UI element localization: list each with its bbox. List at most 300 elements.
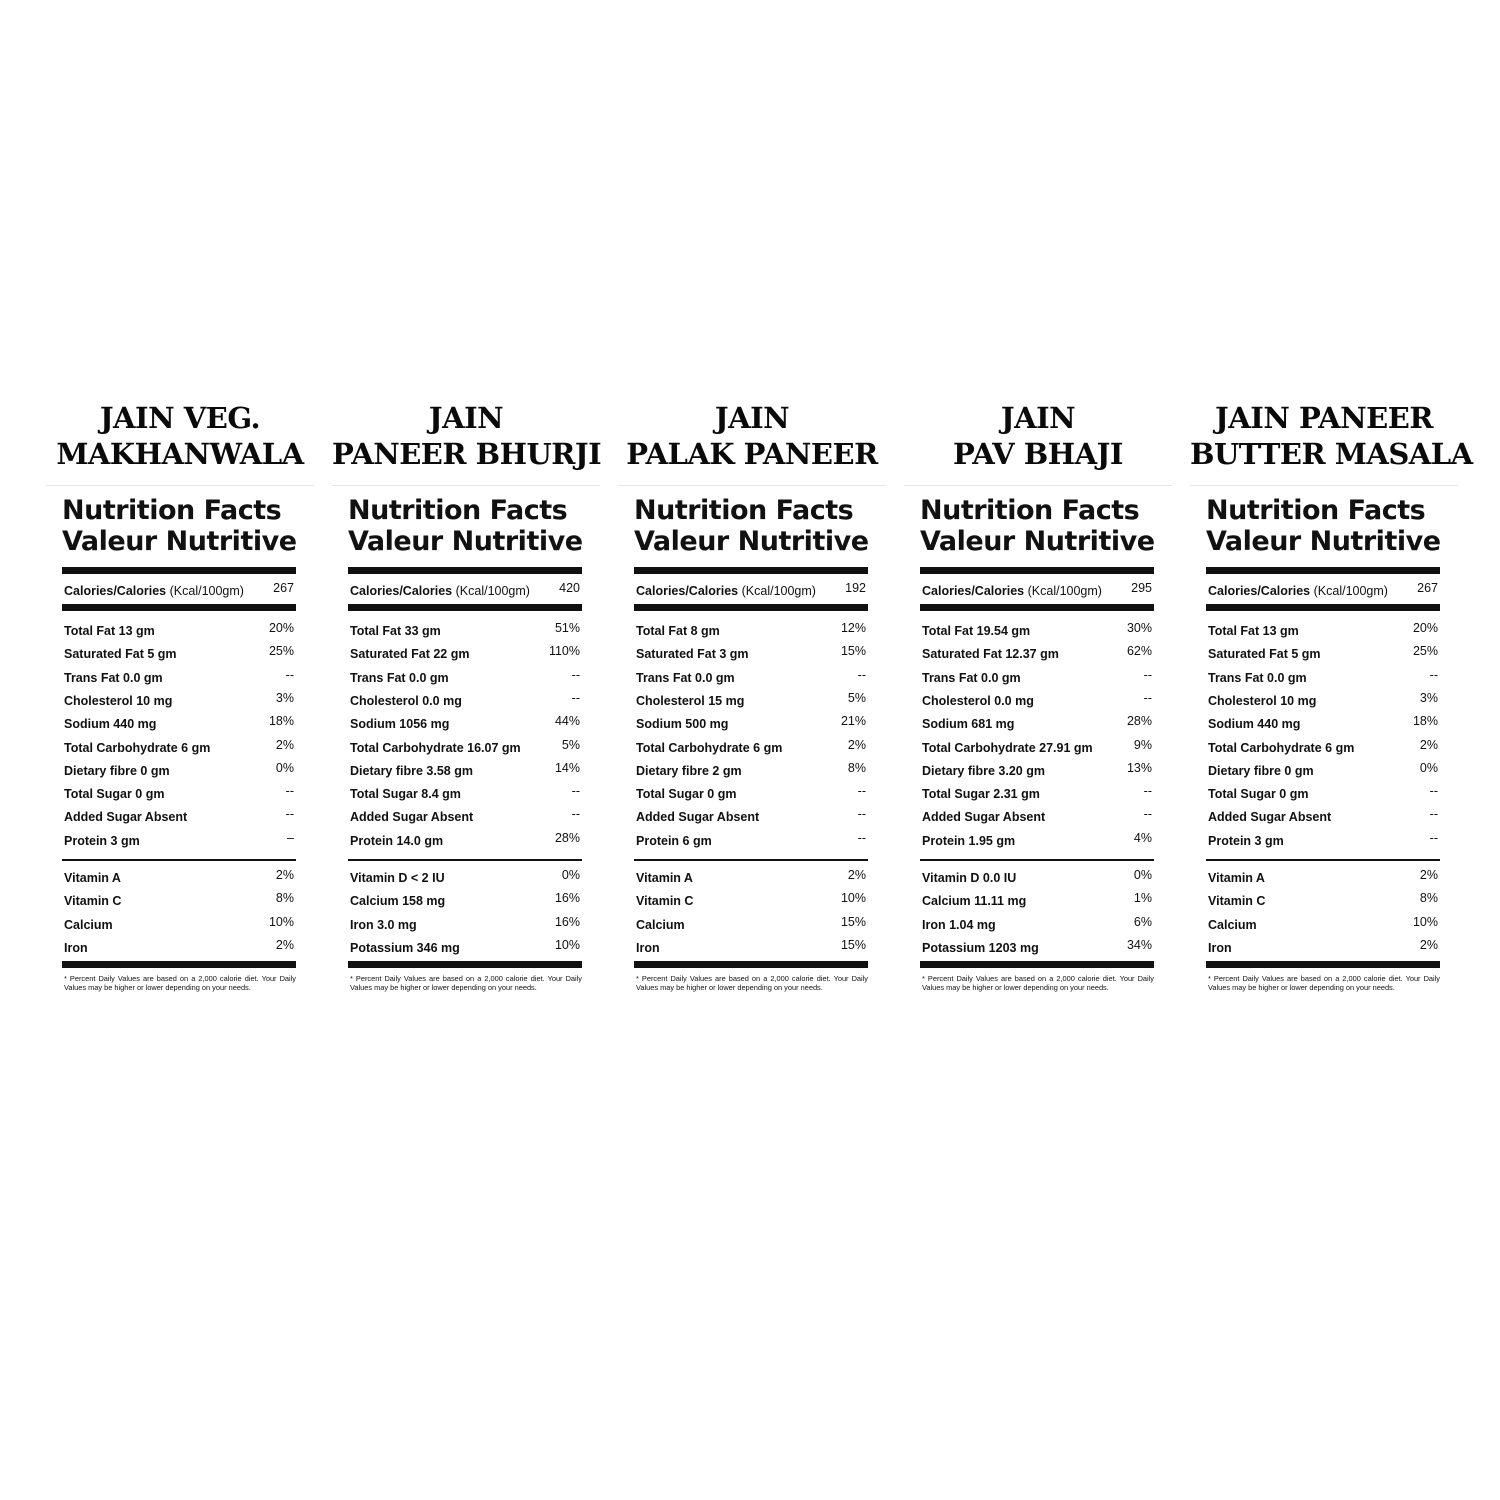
nutrient-value: 2% [1419,737,1438,752]
nutrient-row [636,738,866,758]
nutrient-row [1208,668,1438,688]
calories-unit: (Kcal/100gm) [741,584,816,598]
rule-thick [348,961,582,968]
nutrient-label: Protein 1.95 gm [922,833,1016,848]
nutrient-label: Protein 14.0 gm [350,833,444,848]
nutrient-label: Trans Fat 0.0 gm [64,670,163,685]
calories-label [64,581,244,601]
rule-thick [634,604,868,611]
nutrient-value: 3% [1419,690,1438,705]
nutrition-panel [1190,0,1473,1500]
vitamin-value: 10% [554,937,580,952]
nutrition-panel [904,0,1172,1500]
heading-fr: Valeur Nutritive [62,526,297,557]
footnote: * Percent Daily Values are based on a 2,000 calorie diet. Your Daily Values may be higher or lower depending on your needs. [922,974,1154,992]
vitamin-label: Potassium 1203 mg [922,940,1039,955]
nutrient-value: 51% [554,621,580,635]
vitamin-label: Vitamin C [64,894,122,909]
nutrient-row [350,714,580,734]
footnote: * Percent Daily Values are based on a 2,000 calorie diet. Your Daily Values may be higher or lower depending on your needs. [64,974,296,992]
nutrition-panel [46,0,314,1500]
vitamin-row [64,891,294,911]
nutrient-value: -- [857,830,866,845]
vitamin-row [350,915,580,935]
calories-unit: (Kcal/100gm) [1027,584,1102,598]
rule-thick [1206,961,1440,968]
nutrient-value: 20% [268,621,294,635]
nutrient-row [1208,761,1438,781]
nutrient-value: 15% [840,644,866,659]
vitamin-row [922,938,1152,958]
vitamin-row [64,915,294,935]
vitamin-label: Vitamin C [1208,894,1266,909]
calories-value: 420 [559,581,580,595]
nutrient-label: Saturated Fat 5 gm [64,647,177,662]
nutrient-label: Total Carbohydrate 6 gm [636,740,783,755]
nutrient-label: Dietary fibre 2 gm [636,763,742,778]
nutrient-label: Saturated Fat 5 gm [1208,647,1321,662]
nutrient-label: Added Sugar Absent [350,810,474,825]
product-title-line: JAIN VEG. [99,401,261,435]
calories-row [64,581,294,601]
vitamin-row [1208,938,1438,958]
vitamin-row [636,938,866,958]
calories-label [1208,581,1388,601]
vitamin-value: 10% [1412,914,1438,929]
nutrient-row [636,691,866,711]
divider-line [46,485,314,486]
vitamin-value: 2% [1419,868,1438,882]
nutrient-value: 110% [548,644,580,659]
calories-value: 267 [1417,581,1438,595]
nutrient-value: 4% [1133,830,1152,845]
vitamin-value: 8% [1419,891,1438,906]
nutrient-label: Sodium 1056 mg [350,717,450,732]
heading-en: Nutrition Facts [920,495,1140,526]
vitamin-row [350,868,580,888]
nutrient-label: Cholesterol 15 mg [636,693,745,708]
vitamin-value: 15% [840,914,866,929]
vitamin-value: 15% [840,937,866,952]
vitamin-label: Calcium [64,917,113,932]
calories-value: 295 [1131,581,1152,595]
calories-label [922,581,1102,601]
rule-thin [348,859,582,861]
nutrient-row [350,807,580,827]
nutrient-row [350,761,580,781]
vitamin-value: 2% [275,868,294,882]
nutrient-label: Added Sugar Absent [1208,810,1332,825]
nutrient-label: Sodium 440 mg [64,717,157,732]
nutrient-row [1208,807,1438,827]
rule-thick [1206,604,1440,611]
calories-row [350,581,580,601]
vitamin-label: Vitamin A [1208,871,1265,885]
nutrient-row [636,831,866,851]
vitamin-value: 10% [840,891,866,906]
nutrient-value: -- [1143,690,1152,705]
nutrient-value: -- [571,807,580,822]
nutrient-label: Total Sugar 2.31 gm [922,787,1040,802]
calories-value: 267 [273,581,294,595]
nutrient-label: Total Fat 8 gm [636,624,720,638]
vitamin-value: 6% [1133,914,1152,929]
vitamin-row [350,891,580,911]
vitamin-row [636,868,866,888]
nutrient-row [1208,691,1438,711]
nutrient-row [922,668,1152,688]
heading-fr: Valeur Nutritive [920,526,1155,557]
nutrient-row [636,807,866,827]
vitamin-label: Iron [1208,940,1232,955]
nutrient-row [1208,831,1438,851]
nutrient-value: 5% [847,690,866,705]
nutrient-value: -- [571,690,580,705]
nutrient-row [350,691,580,711]
vitamin-value: 16% [554,914,580,929]
nutrient-label: Saturated Fat 3 gm [636,647,749,662]
product-title-line: JAIN PANEER [1215,401,1433,435]
nutrient-label: Total Carbohydrate 6 gm [1208,740,1355,755]
nutrient-value: -- [285,667,294,682]
vitamin-value: 0% [1133,868,1152,882]
calories-label-text: Calories/Calories [1208,584,1311,598]
nutrient-value: 30% [1126,621,1152,635]
rule-thick [62,604,296,611]
nutrient-row [350,831,580,851]
heading-fr: Valeur Nutritive [348,526,583,557]
calories-unit: (Kcal/100gm) [1313,584,1388,598]
rule-thick [634,567,868,574]
vitamin-row [636,891,866,911]
vitamin-label: Iron 1.04 mg [922,917,996,932]
nutrient-row [64,668,294,688]
nutrient-value: -- [1429,807,1438,822]
vitamin-label: Vitamin A [64,871,121,885]
product-title-line: PANEER BHURJI [332,437,602,471]
nutrient-row [636,668,866,688]
product-title-line: PAV BHAJI [953,437,1123,471]
vitamin-value: 16% [554,891,580,906]
nutrient-value: -- [1143,784,1152,799]
nutrient-value: 9% [1133,737,1152,752]
nutrient-row [922,738,1152,758]
vitamin-row [64,938,294,958]
vitamin-label: Potassium 346 mg [350,940,460,955]
heading-en: Nutrition Facts [62,495,282,526]
nutrient-row [922,714,1152,734]
heading-en: Nutrition Facts [634,495,854,526]
nutrient-label: Added Sugar Absent [636,810,760,825]
nutrient-row [636,761,866,781]
nutrient-value: -- [1429,667,1438,682]
nutrient-label: Total Fat 19.54 gm [922,624,1031,638]
nutrient-value: 44% [554,714,580,729]
nutrient-label: Total Sugar 0 gm [1208,787,1309,802]
vitamin-label: Calcium 11.11 mg [922,894,1027,909]
nutrient-row [922,691,1152,711]
nutrient-label: Total Fat 13 gm [64,624,155,638]
nutrient-row [350,644,580,664]
heading-fr: Valeur Nutritive [1206,526,1441,557]
nutrient-label: Total Carbohydrate 27.91 gm [922,740,1093,755]
nutrient-value: 0% [275,760,294,775]
nutrient-value: -- [857,784,866,799]
rule-thick [348,567,582,574]
calories-label-text: Calories/Calories [64,584,167,598]
nutrient-row [64,831,294,851]
calories-label-text: Calories/Calories [922,584,1025,598]
nutrient-value: 28% [1126,714,1152,729]
nutrient-label: Total Fat 33 gm [350,624,441,638]
vitamin-label: Calcium 158 mg [350,894,446,909]
rule-thin [62,859,296,861]
nutrient-row [922,831,1152,851]
nutrient-row [64,714,294,734]
nutrient-row [922,784,1152,804]
nutrient-value: 2% [275,737,294,752]
nutrient-value: -- [857,807,866,822]
vitamin-label: Vitamin C [636,894,694,909]
nutrition-facts-label [348,495,583,992]
footnote: * Percent Daily Values are based on a 2,000 calorie diet. Your Daily Values may be higher or lower depending on your needs. [636,974,868,992]
vitamin-row [922,915,1152,935]
nutrient-label: Trans Fat 0.0 gm [350,670,449,685]
vitamin-label: Calcium [1208,917,1257,932]
calories-unit: (Kcal/100gm) [169,584,244,598]
nutrient-value: -- [571,667,580,682]
nutrient-row [64,644,294,664]
vitamin-label: Vitamin D 0.0 IU [922,871,1017,885]
nutrient-label: Total Sugar 0 gm [64,787,165,802]
product-title [46,400,314,472]
nutrient-label: Sodium 500 mg [636,717,729,732]
vitamin-label: Iron 3.0 mg [350,917,417,932]
rule-thick [920,567,1154,574]
rule-thick [348,604,582,611]
nutrient-row [922,807,1152,827]
nutrient-row [636,644,866,664]
nutrient-label: Total Sugar 8.4 gm [350,787,461,802]
nutrient-label: Total Fat 13 gm [1208,624,1299,638]
vitamin-row [1208,868,1438,888]
calories-label [636,581,816,601]
vitamin-value: 34% [1126,937,1152,952]
rule-thick [1206,567,1440,574]
nutrient-value: -- [1143,807,1152,822]
calories-row [922,581,1152,601]
nutrient-value: 3% [275,690,294,705]
heading-en: Nutrition Facts [1206,495,1426,526]
vitamin-value: 0% [561,868,580,882]
nutrient-value: 18% [1412,714,1438,729]
nutrient-value: -- [1143,667,1152,682]
nutrient-value: -- [1429,830,1438,845]
nutrient-label: Dietary fibre 0 gm [1208,763,1314,778]
rule-thick [634,961,868,968]
nutrient-row [1208,714,1438,734]
nutrient-row [64,784,294,804]
nutrient-value: 13% [1126,760,1152,775]
nutrient-row [64,807,294,827]
calories-label-text: Calories/Calories [636,584,739,598]
product-title-line: BUTTER MASALA [1190,437,1473,471]
nutrition-panel [618,0,886,1500]
product-title-line: MAKHANWALA [56,437,304,471]
nutrient-value: 5% [561,737,580,752]
calories-unit: (Kcal/100gm) [455,584,530,598]
nutrient-value: 21% [840,714,866,729]
product-title [1190,400,1473,472]
nutrient-label: Trans Fat 0.0 gm [922,670,1021,685]
heading-en: Nutrition Facts [348,495,568,526]
nutrient-value: 12% [840,621,866,635]
vitamin-label: Vitamin A [636,871,693,885]
nutrient-label: Added Sugar Absent [64,810,188,825]
vitamin-label: Iron [64,940,88,955]
nutrient-value: 62% [1126,644,1152,659]
nutrient-value: 25% [268,644,294,659]
nutrient-row [64,761,294,781]
vitamin-value: 10% [268,914,294,929]
product-title [332,400,600,472]
product-title-line: JAIN [428,401,504,435]
nutrient-label: Trans Fat 0.0 gm [1208,670,1307,685]
footnote: * Percent Daily Values are based on a 2,000 calorie diet. Your Daily Values may be higher or lower depending on your needs. [1208,974,1440,992]
nutrient-value: – [287,830,294,845]
nutrient-label: Cholesterol 10 mg [64,693,173,708]
rule-thin [920,859,1154,861]
calories-row [636,581,866,601]
nutrient-label: Protein 6 gm [636,833,712,848]
vitamin-row [1208,915,1438,935]
vitamin-value: 2% [847,868,866,882]
nutrient-row [350,668,580,688]
nutrient-row [1208,621,1438,641]
nutrient-value: -- [285,784,294,799]
vitamin-row [1208,891,1438,911]
nutrient-row [350,738,580,758]
nutrient-label: Added Sugar Absent [922,810,1046,825]
vitamin-row [64,868,294,888]
nutrition-facts-label [62,495,297,992]
calories-label [350,581,530,601]
vitamin-row [636,915,866,935]
vitamin-label: Iron [636,940,660,955]
nutrition-facts-label [920,495,1155,992]
nutrient-label: Sodium 440 mg [1208,717,1301,732]
nutrient-row [636,621,866,641]
vitamin-value: 2% [1419,937,1438,952]
nutrient-row [922,621,1152,641]
nutrient-label: Dietary fibre 3.20 gm [922,763,1045,778]
divider-line [904,485,1172,486]
nutrient-label: Saturated Fat 12.37 gm [922,647,1059,662]
product-title-line: JAIN [714,401,790,435]
product-title-line: JAIN [1000,401,1076,435]
nutrient-value: -- [285,807,294,822]
nutrient-label: Total Carbohydrate 16.07 gm [350,740,521,755]
nutrient-label: Sodium 681 mg [922,717,1015,732]
nutrient-value: -- [571,784,580,799]
vitamin-value: 2% [275,937,294,952]
nutrient-row [350,621,580,641]
nutrient-row [636,714,866,734]
rule-thin [634,859,868,861]
nutrient-row [350,784,580,804]
nutrient-value: 0% [1419,760,1438,775]
nutrient-label: Dietary fibre 0 gm [64,763,170,778]
nutrient-label: Saturated Fat 22 gm [350,647,470,662]
nutrient-value: 28% [554,830,580,845]
rule-thick [62,567,296,574]
nutrient-row [636,784,866,804]
nutrient-row [922,644,1152,664]
nutrient-value: 20% [1412,621,1438,635]
nutrition-panel [332,0,600,1500]
nutrient-label: Cholesterol 0.0 mg [922,693,1034,708]
rule-thick [62,961,296,968]
nutrient-label: Protein 3 gm [1208,833,1284,848]
nutrient-label: Cholesterol 10 mg [1208,693,1317,708]
nutrient-row [64,621,294,641]
nutrient-row [64,738,294,758]
vitamin-value: 8% [275,891,294,906]
vitamin-row [922,868,1152,888]
nutrient-row [1208,644,1438,664]
nutrient-row [1208,784,1438,804]
divider-line [332,485,600,486]
nutrient-row [1208,738,1438,758]
vitamin-row [350,938,580,958]
rule-thin [1206,859,1440,861]
nutrient-label: Cholesterol 0.0 mg [350,693,462,708]
product-title [904,400,1172,472]
nutrient-label: Protein 3 gm [64,833,140,848]
nutrition-facts-label [634,495,869,992]
nutrient-label: Total Carbohydrate 6 gm [64,740,211,755]
calories-row [1208,581,1438,601]
nutrient-value: 8% [847,760,866,775]
nutrient-value: 14% [554,760,580,775]
divider-line [1190,485,1458,486]
calories-value: 192 [845,581,866,595]
footnote: * Percent Daily Values are based on a 2,000 calorie diet. Your Daily Values may be higher or lower depending on your needs. [350,974,582,992]
nutrient-row [64,691,294,711]
nutrient-label: Trans Fat 0.0 gm [636,670,735,685]
vitamin-row [922,891,1152,911]
heading-fr: Valeur Nutritive [634,526,869,557]
rule-thick [920,604,1154,611]
nutrient-label: Total Sugar 0 gm [636,787,737,802]
vitamin-value: 1% [1133,891,1152,906]
nutrient-value: -- [857,667,866,682]
calories-label-text: Calories/Calories [350,584,453,598]
rule-thick [920,961,1154,968]
product-title [618,400,886,472]
divider-line [618,485,886,486]
vitamin-label: Calcium [636,917,685,932]
nutrient-value: 2% [847,737,866,752]
vitamin-label: Vitamin D < 2 IU [350,871,445,885]
nutrition-facts-label [1206,495,1441,992]
nutrient-label: Dietary fibre 3.58 gm [350,763,473,778]
nutrient-value: -- [1429,784,1438,799]
nutrient-value: 25% [1412,644,1438,659]
nutrient-value: 18% [268,714,294,729]
product-title-line: PALAK PANEER [626,437,878,471]
nutrient-row [922,761,1152,781]
